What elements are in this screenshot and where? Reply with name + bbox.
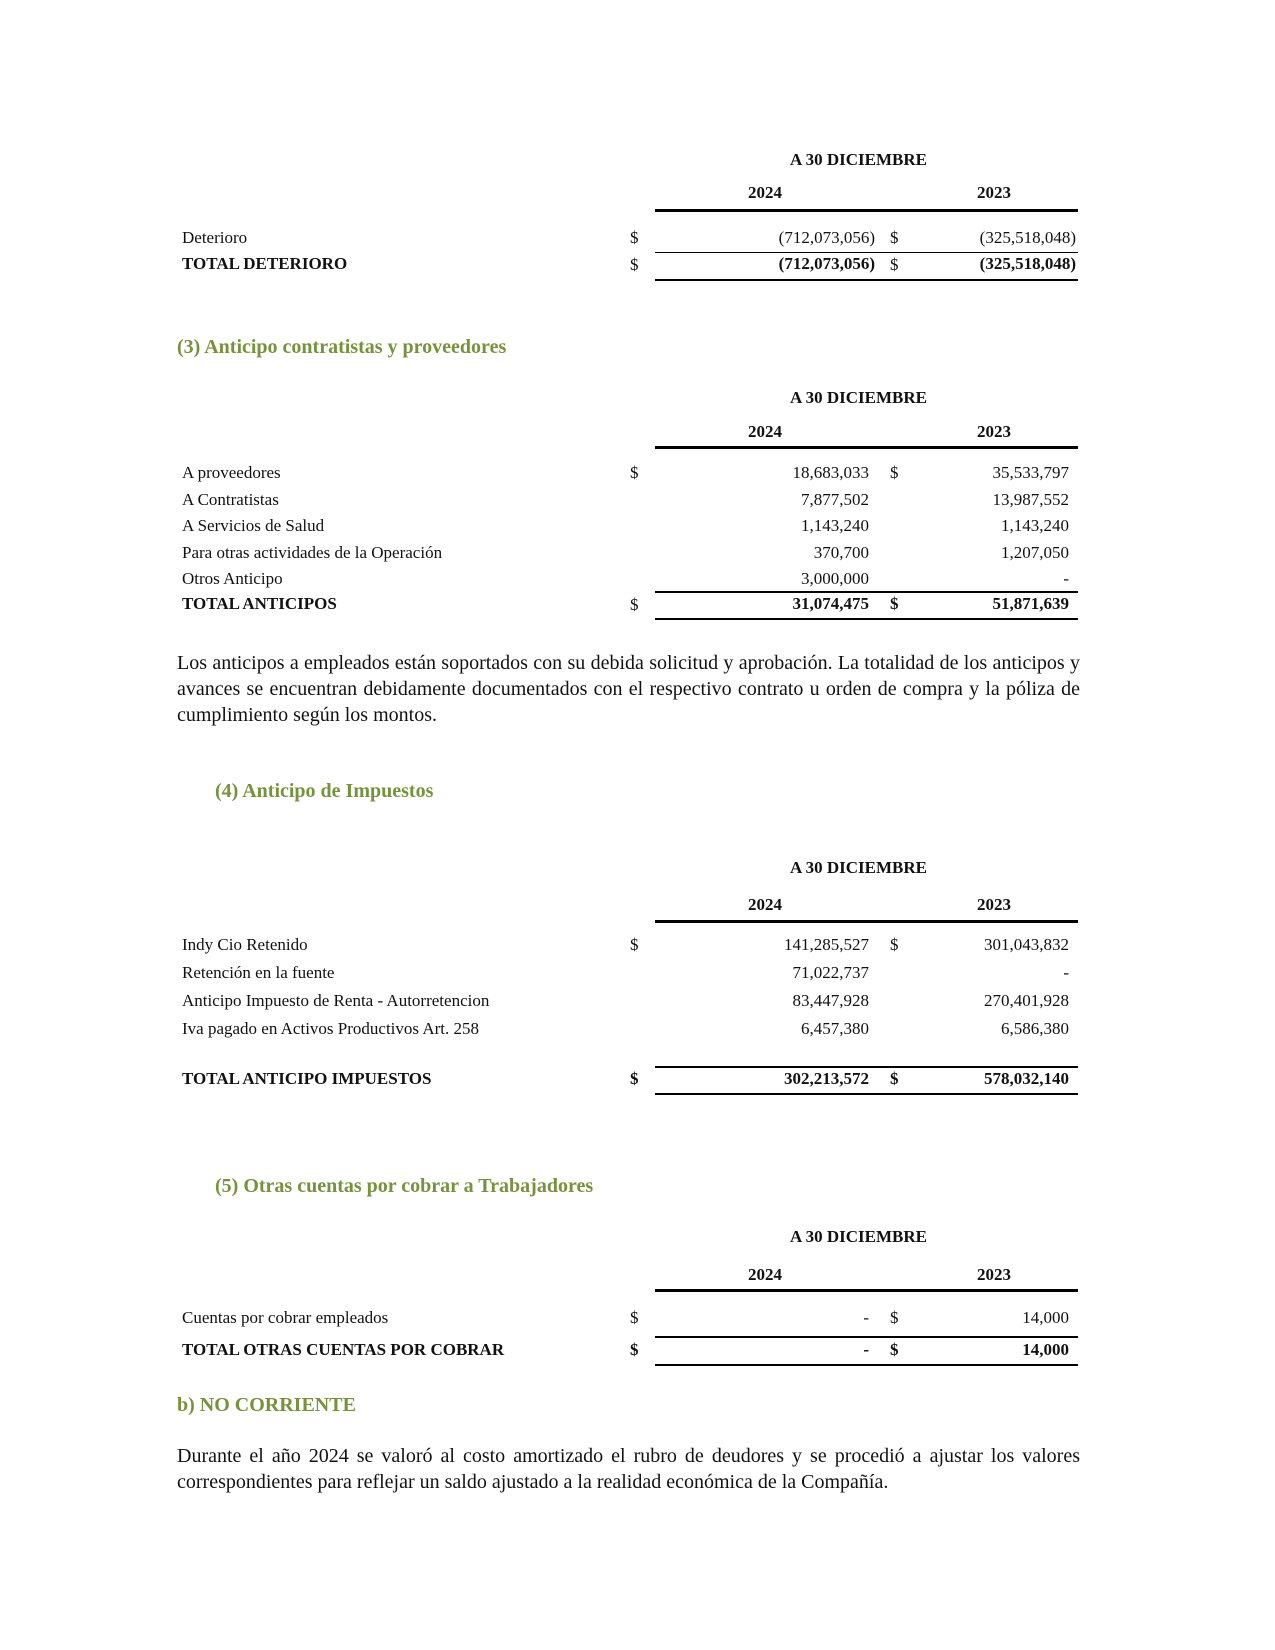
period-header: A 30 DICIEMBRE bbox=[790, 150, 927, 169]
total-label: TOTAL ANTICIPO IMPUESTOS bbox=[182, 1069, 432, 1088]
header-rule bbox=[655, 446, 1078, 449]
currency-symbol: $ bbox=[630, 463, 639, 482]
value-2024: 1,143,240 bbox=[801, 516, 869, 535]
total-rule bbox=[655, 1093, 1078, 1095]
currency-symbol: $ bbox=[890, 228, 899, 247]
subtotal-rule bbox=[655, 1336, 1078, 1338]
value-2023: 270,401,928 bbox=[984, 991, 1069, 1010]
currency-symbol: $ bbox=[630, 1340, 639, 1359]
row-label: Anticipo Impuesto de Renta - Autorretencion bbox=[182, 991, 490, 1010]
section-title-no-corriente: b) NO CORRIENTE bbox=[177, 1394, 356, 1416]
total-rule bbox=[655, 618, 1078, 620]
year-2024-header: 2024 bbox=[748, 1265, 782, 1284]
total-rule bbox=[655, 1364, 1078, 1366]
total-label: TOTAL ANTICIPOS bbox=[182, 594, 337, 613]
currency-symbol: $ bbox=[890, 1069, 899, 1088]
subtotal-rule bbox=[655, 252, 1078, 253]
currency-symbol: $ bbox=[630, 1308, 639, 1327]
value-2024: 141,285,527 bbox=[784, 935, 869, 954]
value-2024: 71,022,737 bbox=[792, 963, 869, 982]
value-2023: 13,987,552 bbox=[992, 490, 1069, 509]
value-2023: 35,533,797 bbox=[992, 463, 1069, 482]
currency-symbol: $ bbox=[630, 935, 639, 954]
year-2024-header: 2024 bbox=[748, 422, 782, 441]
total-2023: (325,518,048) bbox=[979, 254, 1076, 273]
total-2024: 302,213,572 bbox=[784, 1069, 869, 1088]
period-header: A 30 DICIEMBRE bbox=[790, 388, 927, 407]
currency-symbol: $ bbox=[630, 595, 639, 614]
row-label: A Servicios de Salud bbox=[182, 516, 325, 535]
row-label: Retención en la fuente bbox=[182, 963, 335, 982]
currency-symbol: $ bbox=[630, 228, 639, 247]
period-header: A 30 DICIEMBRE bbox=[790, 1227, 927, 1246]
value-2023: (325,518,048) bbox=[979, 228, 1076, 247]
row-label: Iva pagado en Activos Productivos Art. 258 bbox=[182, 1019, 479, 1038]
value-2023: 1,207,050 bbox=[1001, 543, 1069, 562]
currency-symbol: $ bbox=[890, 463, 899, 482]
year-2023-header: 2023 bbox=[977, 183, 1011, 202]
year-2023-header: 2023 bbox=[977, 895, 1011, 914]
total-label: TOTAL DETERIORO bbox=[182, 254, 348, 273]
currency-symbol: $ bbox=[890, 935, 899, 954]
total-2024: 31,074,475 bbox=[792, 594, 869, 613]
total-2023: 14,000 bbox=[1022, 1340, 1069, 1359]
currency-symbol: $ bbox=[890, 1308, 899, 1327]
total-2024: - bbox=[863, 1340, 869, 1359]
value-2024: 6,457,380 bbox=[801, 1019, 869, 1038]
currency-symbol: $ bbox=[890, 255, 899, 274]
currency-symbol: $ bbox=[890, 594, 899, 613]
anticipos-note: Los anticipos a empleados están soportados con su debida solicitud y aprobación. La totalidad de los anticipos y avances se encuentran debidamente documentados con el respectivo contrato u orden de compra y la póliza de cumplimiento según los montos. bbox=[177, 652, 1080, 726]
subtotal-rule bbox=[655, 1066, 1078, 1068]
year-2024-header: 2024 bbox=[748, 895, 782, 914]
value-2023: 301,043,832 bbox=[984, 935, 1069, 954]
value-2023: 1,143,240 bbox=[1001, 516, 1069, 535]
row-label: A Contratistas bbox=[182, 490, 279, 509]
currency-symbol: $ bbox=[630, 255, 639, 274]
year-2023-header: 2023 bbox=[977, 1265, 1011, 1284]
value-2023: - bbox=[1063, 569, 1069, 588]
row-label: Indy Cio Retenido bbox=[182, 935, 308, 954]
total-2024: (712,073,056) bbox=[778, 254, 875, 273]
period-header: A 30 DICIEMBRE bbox=[790, 858, 927, 877]
section-title-anticipo-impuestos: (4) Anticipo de Impuestos bbox=[215, 780, 434, 802]
row-label: Otros Anticipo bbox=[182, 569, 283, 588]
total-2023: 51,871,639 bbox=[992, 594, 1069, 613]
row-label: A proveedores bbox=[182, 463, 281, 482]
value-2023: 6,586,380 bbox=[1001, 1019, 1069, 1038]
row-label: Deterioro bbox=[182, 228, 248, 247]
value-2024: 370,700 bbox=[813, 543, 869, 562]
value-2024: 7,877,502 bbox=[801, 490, 869, 509]
currency-symbol: $ bbox=[630, 1069, 639, 1088]
section-title-anticipo-contratistas: (3) Anticipo contratistas y proveedores bbox=[177, 336, 507, 358]
value-2023: 14,000 bbox=[1022, 1308, 1069, 1327]
currency-symbol: $ bbox=[890, 1340, 899, 1359]
header-rule bbox=[655, 209, 1078, 212]
header-rule bbox=[655, 1289, 1078, 1292]
total-label: TOTAL OTRAS CUENTAS POR COBRAR bbox=[182, 1340, 505, 1359]
subtotal-rule bbox=[655, 591, 1078, 593]
row-label: Para otras actividades de la Operación bbox=[182, 543, 443, 562]
value-2024: - bbox=[863, 1308, 869, 1327]
value-2024: 18,683,033 bbox=[792, 463, 869, 482]
year-2023-header: 2023 bbox=[977, 422, 1011, 441]
row-label: Cuentas por cobrar empleados bbox=[182, 1308, 389, 1327]
value-2024: 83,447,928 bbox=[792, 991, 869, 1010]
value-2024: (712,073,056) bbox=[778, 228, 875, 247]
value-2023: - bbox=[1063, 963, 1069, 982]
section-title-otras-cuentas: (5) Otras cuentas por cobrar a Trabajadores bbox=[215, 1175, 594, 1197]
value-2024: 3,000,000 bbox=[801, 569, 869, 588]
total-rule bbox=[655, 279, 1078, 281]
total-2023: 578,032,140 bbox=[984, 1069, 1069, 1088]
year-2024-header: 2024 bbox=[748, 183, 782, 202]
no-corriente-text: Durante el año 2024 se valoró al costo amortizado el rubro de deudores y se procedió a ajustar los valores correspondientes para reflejar un saldo ajustado a la realidad económica de la Compañía. bbox=[177, 1445, 1080, 1493]
header-rule bbox=[655, 920, 1078, 923]
